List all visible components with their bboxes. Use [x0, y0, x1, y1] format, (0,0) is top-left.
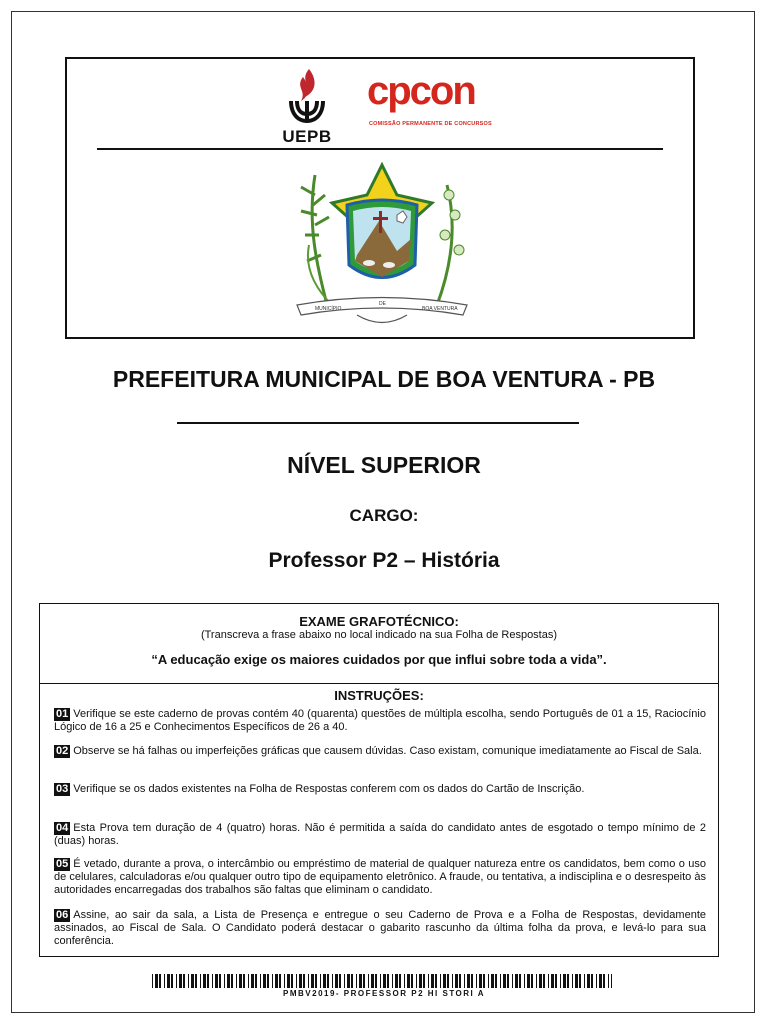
barcode-bar: [435, 974, 437, 988]
barcode-bar: [464, 974, 465, 988]
barcode-bar: [423, 974, 425, 988]
barcode-bar: [603, 974, 605, 988]
barcode-bar: [200, 974, 201, 988]
instruction-item: [54, 909, 706, 948]
barcode-bar: [212, 974, 213, 988]
barcode-bar: [332, 974, 333, 988]
instruction-item: [54, 822, 706, 848]
barcode-bar: [488, 974, 489, 988]
barcode-bar: [239, 974, 242, 988]
barcode-bar: [599, 974, 602, 988]
barcode-bar: [227, 974, 230, 988]
barcode-bar: [323, 974, 326, 988]
barcode-bar: [428, 974, 429, 988]
barcode-bar: [303, 974, 305, 988]
barcode-bar: [572, 974, 573, 988]
barcode-bar: [251, 974, 254, 988]
crest-ribbon-right: BOA VENTURA: [422, 306, 458, 312]
barcode-bar: [411, 974, 413, 988]
instruction-text: Verifique se este caderno de provas contém 40 (quarenta) questões de múltipla escolha, sendo Português de 01 a 15, Raciocínio Lógico de 16 a 25 e Conhecimentos Específicos de 26 a 40.: [54, 708, 706, 733]
instruction-number: 06: [56, 909, 69, 921]
barcode-bar: [231, 974, 233, 988]
barcode-bar: [179, 974, 182, 988]
barcode-bar: [272, 974, 273, 988]
municipal-crest-icon: [287, 155, 477, 335]
instructions-box: [39, 603, 719, 957]
barcode-bar: [296, 974, 297, 988]
barcode-bar: [392, 974, 393, 988]
barcode-bar: [284, 974, 285, 988]
barcode-bar: [215, 974, 218, 988]
barcode-bar: [443, 974, 446, 988]
barcode-bar: [320, 974, 321, 988]
barcode-bar: [512, 974, 513, 988]
instruction-number: 03: [56, 783, 69, 795]
barcode-bar: [155, 974, 158, 988]
instructions-title: INSTRUÇÕES:: [334, 688, 424, 703]
instruction-number: 02: [56, 745, 69, 757]
barcode-bar: [587, 974, 590, 988]
barcode-bar: [287, 974, 290, 988]
barcode-bar: [551, 974, 554, 988]
exam-level: NÍVEL SUPERIOR: [287, 452, 481, 478]
barcode-bar: [267, 974, 269, 988]
uepb-flame-icon: [277, 67, 337, 127]
barcode-bar: [375, 974, 377, 988]
barcode-bar: [191, 974, 194, 988]
barcode-bar: [299, 974, 302, 988]
barcode-bar: [500, 974, 501, 988]
barcode-bar: [584, 974, 585, 988]
barcode-bar: [263, 974, 266, 988]
barcode-bar: [152, 974, 153, 988]
barcode-bar: [539, 974, 542, 988]
barcode-bar: [563, 974, 566, 988]
instruction-text: Verifique se os dados existentes na Folha de Respostas conferem com os dados do Cartão de Inscrição.: [73, 783, 585, 795]
barcode-bar: [524, 974, 525, 988]
barcode-bar: [531, 974, 533, 988]
instruction-text: Assine, ao sair da sala, a Lista de Presença e entregue o seu Caderno de Prova e a Folha de Respostas, devidamente assinados, ao Fiscal de Sala. O Candidato poderá destacar o gabarito rascunho da última folha da prova, e levá-lo para sua conferência.: [54, 909, 706, 947]
barcode-bar: [560, 974, 561, 988]
instruction-item: [54, 708, 706, 734]
barcode: [152, 974, 612, 988]
barcode-bar: [419, 974, 422, 988]
barcode-bar: [275, 974, 278, 988]
barcode-bar: [507, 974, 509, 988]
barcode-bar: [371, 974, 374, 988]
crest-ribbon-mid: DE: [379, 301, 386, 307]
barcode-bar: [167, 974, 170, 988]
barcode-bar: [159, 974, 161, 988]
barcode-bar: [611, 974, 612, 988]
barcode-bar: [188, 974, 189, 988]
barcode-bar: [195, 974, 197, 988]
barcode-bar: [219, 974, 221, 988]
barcode-bar: [515, 974, 518, 988]
barcode-bar: [479, 974, 482, 988]
barcode-bar: [476, 974, 477, 988]
instruction-item: [54, 745, 706, 758]
header-divider: [97, 148, 663, 150]
barcode-bar: [416, 974, 417, 988]
barcode-bar: [356, 974, 357, 988]
barcode-bar: [359, 974, 362, 988]
barcode-bar: [387, 974, 389, 988]
barcode-bar: [527, 974, 530, 988]
uepb-logo: [277, 67, 337, 149]
barcode-bar: [608, 974, 609, 988]
instruction-text: Esta Prova tem duração de 4 (quatro) horas. Não é permitida a saída do candidato antes de esgotado o tempo mínimo de 2 (duas) horas.: [54, 822, 706, 847]
instruction-text: É vetado, durante a prova, o intercâmbio ou empréstimo de material de qualquer natureza entre os candidatos, bem como o uso de celulares, calculadoras e/ou qualquer outro tipo de equipamento eletrônico. A fraude, ou tentativa, a indisciplina e o desrespeito às autoridades encarregadas dos trabalhos são faltas que eliminam o candidato.: [54, 858, 706, 896]
grafo-quote: “A educação exige os maiores cuidados por que influi sobre toda a vida”.: [151, 652, 607, 667]
uepb-label: UEPB: [282, 127, 332, 146]
barcode-bar: [347, 974, 350, 988]
instruction-item: [54, 783, 706, 796]
barcode-bar: [339, 974, 341, 988]
title-divider: [177, 422, 579, 424]
barcode-bar: [579, 974, 581, 988]
barcode-bar: [248, 974, 249, 988]
barcode-bar: [567, 974, 569, 988]
barcode-bar: [344, 974, 345, 988]
barcode-bar: [575, 974, 578, 988]
barcode-bar: [368, 974, 369, 988]
barcode-bar: [495, 974, 497, 988]
cargo-label: CARGO:: [349, 506, 419, 525]
barcode-bar: [335, 974, 338, 988]
cargo-value: Professor P2 – História: [268, 549, 500, 572]
barcode-bar: [399, 974, 401, 988]
barcode-bar: [308, 974, 309, 988]
barcode-bar: [404, 974, 405, 988]
instruction-number: 01: [56, 708, 69, 720]
cpcon-logo: [367, 71, 497, 141]
barcode-bar: [327, 974, 329, 988]
barcode-bar: [431, 974, 434, 988]
instruction-number: 05: [56, 858, 69, 870]
barcode-bar: [380, 974, 381, 988]
barcode-bar: [203, 974, 206, 988]
barcode-bar: [279, 974, 281, 988]
barcode-bar: [383, 974, 386, 988]
cpcon-wordmark: cpcon: [367, 69, 475, 113]
barcode-bar: [491, 974, 494, 988]
barcode-bar: [459, 974, 461, 988]
instruction-text: Observe se há falhas ou imperfeições gráficas que causem dúvidas. Caso existam, comunique imediatamente ao Fiscal de Sala.: [73, 745, 702, 757]
instruction-item: [54, 858, 706, 897]
barcode-bar: [224, 974, 225, 988]
barcode-bar: [207, 974, 209, 988]
barcode-bar: [315, 974, 317, 988]
grafo-title: EXAME GRAFOTÉCNICO:: [299, 614, 459, 629]
barcode-bar: [519, 974, 521, 988]
barcode-bar: [171, 974, 173, 988]
barcode-bar: [548, 974, 549, 988]
barcode-bar: [291, 974, 293, 988]
barcode-bar: [440, 974, 441, 988]
barcode-bar: [407, 974, 410, 988]
barcode-bar: [447, 974, 449, 988]
grafo-subtitle: (Transcreva a frase abaixo no local indicado na sua Folha de Respostas): [200, 629, 558, 641]
barcode-bar: [455, 974, 458, 988]
barcode-bar: [536, 974, 537, 988]
barcode-bar: [255, 974, 257, 988]
barcode-bar: [471, 974, 473, 988]
barcode-bar: [483, 974, 485, 988]
barcode-bar: [363, 974, 365, 988]
page-title: PREFEITURA MUNICIPAL DE BOA VENTURA - PB: [112, 366, 656, 392]
header-box: [65, 57, 695, 339]
barcode-text: PMBV2019- PROFESSOR P2 HI STORI A: [283, 989, 485, 998]
barcode-bar: [176, 974, 177, 988]
barcode-bar: [311, 974, 314, 988]
barcode-bar: [555, 974, 557, 988]
barcode-bar: [467, 974, 470, 988]
barcode-bar: [351, 974, 353, 988]
instruction-number: 04: [56, 822, 69, 834]
barcode-bar: [183, 974, 185, 988]
barcode-bar: [164, 974, 165, 988]
barcode-bar: [243, 974, 245, 988]
crest-ribbon-left: MUNICÍPIO: [315, 306, 342, 312]
barcode-bar: [260, 974, 261, 988]
barcode-bar: [543, 974, 545, 988]
barcode-bar: [596, 974, 597, 988]
barcode-bar: [236, 974, 237, 988]
barcode-bar: [591, 974, 593, 988]
barcode-bar: [503, 974, 506, 988]
box-divider: [40, 683, 718, 684]
barcode-bar: [452, 974, 453, 988]
barcode-bar: [395, 974, 398, 988]
cpcon-subtitle: COMISSÃO PERMANENTE DE CONCURSOS: [369, 121, 492, 127]
